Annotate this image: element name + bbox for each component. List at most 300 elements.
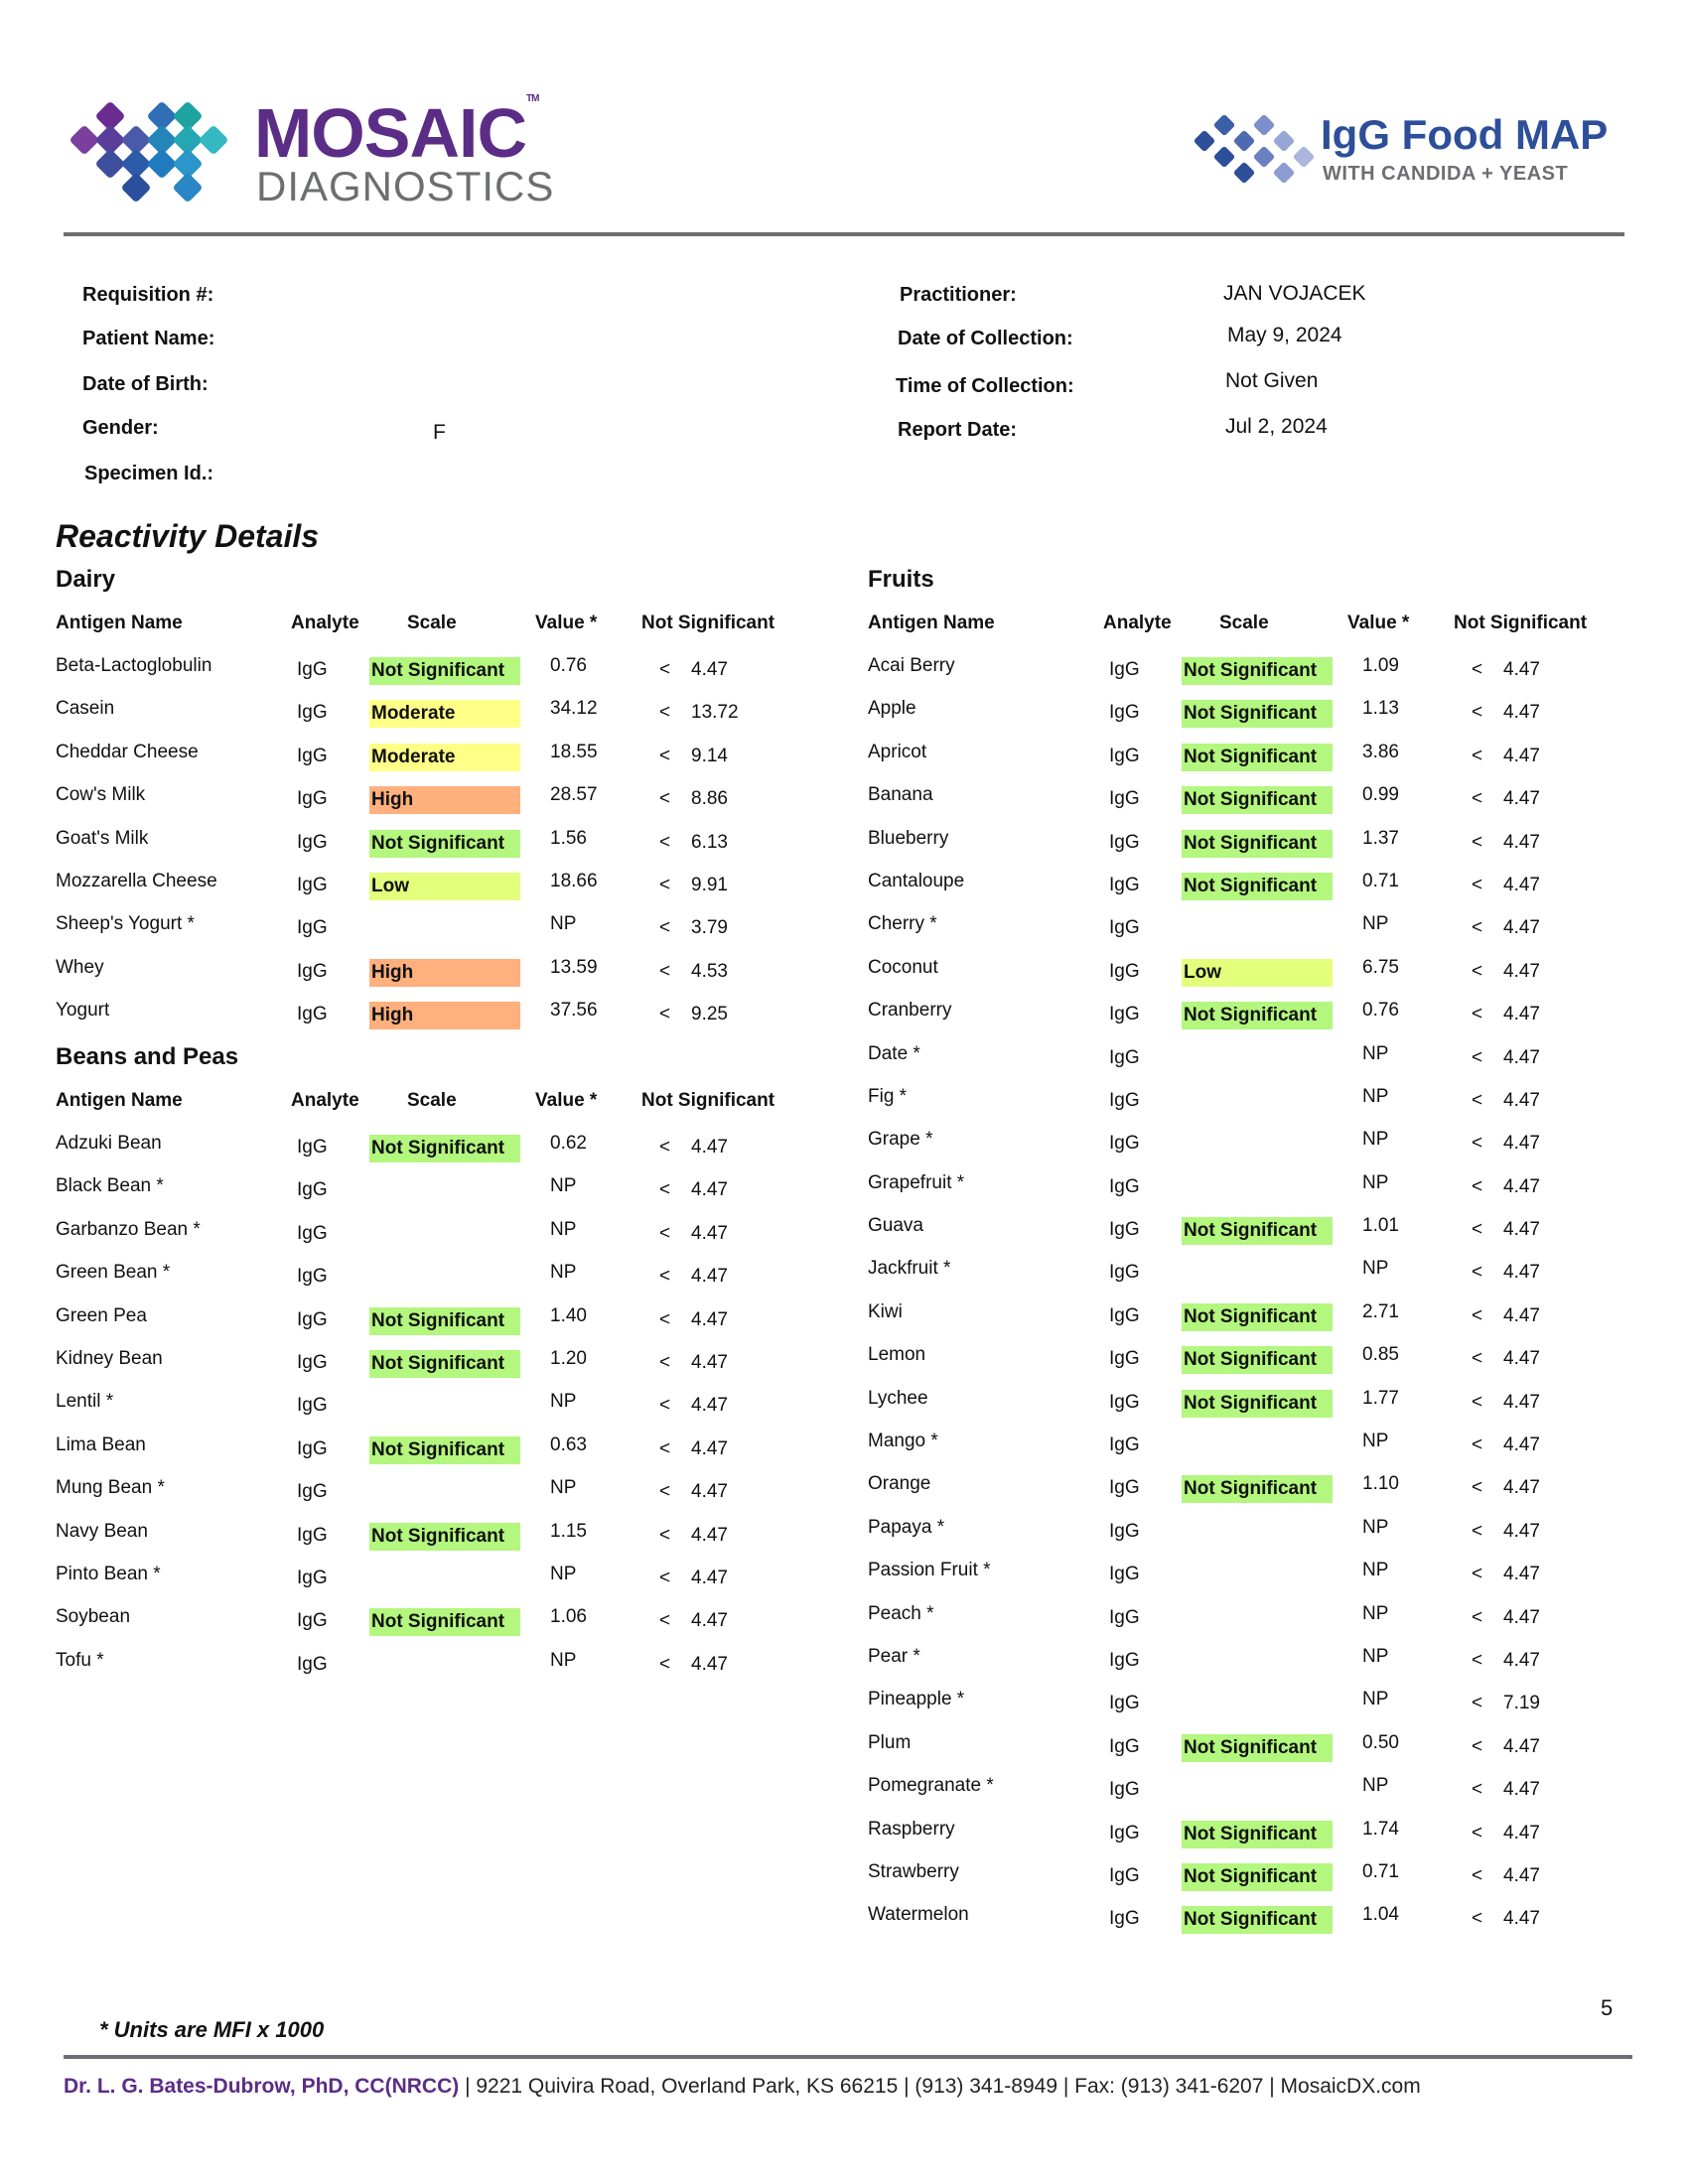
scale-badge: Not Significant bbox=[1182, 657, 1333, 685]
less-than-sign: < bbox=[659, 1179, 671, 1201]
antigen-name: Raspberry bbox=[868, 1818, 955, 1840]
table-row bbox=[868, 1172, 1642, 1215]
value: NP bbox=[550, 1262, 577, 1284]
not-significant-threshold: 4.47 bbox=[691, 1653, 728, 1675]
scale-badge: Not Significant bbox=[1182, 1002, 1333, 1029]
analyte: IgG bbox=[1109, 1434, 1140, 1456]
not-significant-threshold: 4.47 bbox=[1503, 702, 1540, 724]
antigen-name: Banana bbox=[868, 784, 933, 806]
not-significant-threshold: 4.47 bbox=[1503, 1864, 1540, 1886]
fruits-table bbox=[868, 613, 1642, 1948]
footer-doctor: Dr. L. G. Bates-Dubrow, PhD, CC(NRCC) bbox=[64, 2075, 460, 2098]
table-row bbox=[868, 1000, 1642, 1042]
scale-badge: Not Significant bbox=[1182, 1390, 1333, 1418]
antigen-name: Sheep's Yogurt * bbox=[56, 913, 195, 935]
not-significant-threshold: 4.47 bbox=[1503, 1520, 1540, 1542]
column-analyte: Analyte bbox=[1103, 613, 1172, 633]
value: 1.20 bbox=[550, 1347, 587, 1369]
table-row bbox=[56, 655, 830, 698]
column-not-significant: Not Significant bbox=[1454, 613, 1588, 633]
analyte: IgG bbox=[1109, 1391, 1140, 1413]
analyte: IgG bbox=[1109, 1908, 1140, 1930]
value: NP bbox=[550, 1649, 577, 1671]
table-row bbox=[868, 1689, 1642, 1731]
antigen-name: Mung Bean * bbox=[56, 1477, 165, 1499]
less-than-sign: < bbox=[1472, 1046, 1483, 1068]
value: 0.76 bbox=[1362, 1000, 1399, 1022]
less-than-sign: < bbox=[1472, 1564, 1483, 1585]
not-significant-threshold: 4.47 bbox=[1503, 960, 1540, 982]
not-significant-threshold: 4.47 bbox=[691, 1524, 728, 1546]
less-than-sign: < bbox=[659, 788, 671, 810]
analyte: IgG bbox=[1109, 659, 1140, 680]
analyte: IgG bbox=[297, 1653, 328, 1675]
antigen-name: Papaya * bbox=[868, 1516, 945, 1538]
value: NP bbox=[1362, 1645, 1389, 1667]
not-significant-threshold: 8.86 bbox=[691, 788, 728, 810]
less-than-sign: < bbox=[1472, 788, 1483, 810]
antigen-name: Cow's Milk bbox=[56, 784, 146, 806]
table-row bbox=[868, 957, 1642, 1000]
analyte: IgG bbox=[1109, 702, 1140, 724]
less-than-sign: < bbox=[659, 1137, 671, 1158]
value: 1.74 bbox=[1362, 1818, 1399, 1840]
table-row bbox=[56, 1262, 830, 1304]
collection-date-label: Date of Collection: bbox=[898, 328, 1073, 349]
patient-name-label: Patient Name: bbox=[82, 328, 215, 349]
value: NP bbox=[1362, 1560, 1389, 1581]
not-significant-threshold: 4.47 bbox=[1503, 1606, 1540, 1628]
antigen-name: Mango * bbox=[868, 1431, 938, 1452]
analyte: IgG bbox=[1109, 1175, 1140, 1197]
table-row bbox=[56, 784, 830, 827]
value: 1.04 bbox=[1362, 1904, 1399, 1926]
antigen-name: Lima Bean bbox=[56, 1433, 146, 1455]
scale-badge: Not Significant bbox=[1182, 700, 1333, 728]
scale-badge: Not Significant bbox=[1182, 1906, 1333, 1934]
analyte: IgG bbox=[297, 745, 328, 766]
analyte: IgG bbox=[1109, 1822, 1140, 1843]
less-than-sign: < bbox=[659, 917, 671, 939]
table-row bbox=[868, 1603, 1642, 1646]
not-significant-threshold: 4.47 bbox=[1503, 1004, 1540, 1025]
less-than-sign: < bbox=[659, 960, 671, 982]
antigen-name: Peach * bbox=[868, 1602, 934, 1624]
less-than-sign: < bbox=[1472, 1133, 1483, 1155]
not-significant-threshold: 4.47 bbox=[691, 1222, 728, 1244]
less-than-sign: < bbox=[659, 1004, 671, 1025]
gender-value: F bbox=[433, 421, 446, 444]
value: NP bbox=[1362, 1042, 1389, 1064]
analyte: IgG bbox=[1109, 1004, 1140, 1025]
not-significant-threshold: 4.47 bbox=[1503, 788, 1540, 810]
table-row bbox=[868, 1388, 1642, 1431]
analyte: IgG bbox=[297, 1437, 328, 1459]
table-row bbox=[56, 1434, 830, 1477]
table-row bbox=[868, 1086, 1642, 1129]
less-than-sign: < bbox=[1472, 1735, 1483, 1757]
collection-time-label: Time of Collection: bbox=[896, 375, 1074, 397]
antigen-name: Green Pea bbox=[56, 1304, 147, 1326]
value: 1.13 bbox=[1362, 698, 1399, 720]
scale-badge: Not Significant bbox=[1182, 1346, 1333, 1374]
table-row bbox=[56, 742, 830, 784]
value: NP bbox=[550, 1477, 577, 1499]
column-antigen-name: Antigen Name bbox=[56, 613, 183, 633]
less-than-sign: < bbox=[1472, 917, 1483, 939]
value: NP bbox=[550, 1218, 577, 1240]
table-row bbox=[868, 828, 1642, 871]
scale-badge: Not Significant bbox=[1182, 1863, 1333, 1891]
antigen-name: Cherry * bbox=[868, 913, 937, 935]
antigen-name: Orange bbox=[868, 1473, 931, 1495]
value: 28.57 bbox=[550, 784, 598, 806]
table-row bbox=[56, 828, 830, 871]
column-scale: Scale bbox=[1219, 613, 1269, 633]
table-row bbox=[868, 1473, 1642, 1516]
value: 34.12 bbox=[550, 698, 598, 720]
less-than-sign: < bbox=[659, 831, 671, 853]
analyte: IgG bbox=[297, 917, 328, 939]
less-than-sign: < bbox=[1472, 1908, 1483, 1930]
value: NP bbox=[550, 913, 577, 935]
value: NP bbox=[1362, 913, 1389, 935]
analyte: IgG bbox=[1109, 1133, 1140, 1155]
antigen-name: Pear * bbox=[868, 1645, 920, 1667]
beans-title: Beans and Peas bbox=[56, 1043, 239, 1070]
practitioner-label: Practitioner: bbox=[900, 284, 1017, 306]
table-row bbox=[56, 698, 830, 741]
not-significant-threshold: 4.47 bbox=[691, 1395, 728, 1417]
scale-badge: High bbox=[369, 1002, 520, 1029]
value: 1.15 bbox=[550, 1520, 587, 1542]
value: NP bbox=[1362, 1431, 1389, 1452]
table-row bbox=[868, 1258, 1642, 1300]
value: 1.77 bbox=[1362, 1387, 1399, 1409]
antigen-name: Black Bean * bbox=[56, 1175, 164, 1197]
not-significant-threshold: 4.47 bbox=[1503, 917, 1540, 939]
antigen-name: Grape * bbox=[868, 1129, 933, 1151]
not-significant-threshold: 4.47 bbox=[1503, 1908, 1540, 1930]
not-significant-threshold: 13.72 bbox=[691, 702, 739, 724]
antigen-name: Tofu * bbox=[56, 1649, 104, 1671]
analyte: IgG bbox=[297, 1567, 328, 1588]
page-number: 5 bbox=[1601, 1995, 1614, 2020]
analyte: IgG bbox=[297, 1481, 328, 1503]
report-date-value: Jul 2, 2024 bbox=[1225, 415, 1328, 438]
antigen-name: Adzuki Bean bbox=[56, 1133, 162, 1154]
table-row bbox=[56, 1391, 830, 1433]
table-row bbox=[868, 1129, 1642, 1171]
value: 18.66 bbox=[550, 870, 598, 891]
antigen-name: Apple bbox=[868, 698, 916, 720]
antigen-name: Yogurt bbox=[56, 1000, 110, 1022]
reactivity-title: Reactivity Details bbox=[56, 518, 320, 554]
column-value: Value * bbox=[535, 613, 598, 633]
antigen-name: Fig * bbox=[868, 1085, 908, 1107]
not-significant-threshold: 4.47 bbox=[1503, 831, 1540, 853]
scale-badge: Moderate bbox=[369, 744, 520, 771]
not-significant-threshold: 4.47 bbox=[691, 1266, 728, 1288]
scale-badge: Not Significant bbox=[1182, 744, 1333, 771]
less-than-sign: < bbox=[659, 1395, 671, 1417]
scale-badge: Low bbox=[1182, 959, 1333, 987]
less-than-sign: < bbox=[1472, 702, 1483, 724]
analyte: IgG bbox=[1109, 1046, 1140, 1068]
less-than-sign: < bbox=[659, 1481, 671, 1503]
analyte: IgG bbox=[1109, 1864, 1140, 1886]
analyte: IgG bbox=[1109, 1564, 1140, 1585]
table-header bbox=[56, 613, 830, 655]
analyte: IgG bbox=[1109, 788, 1140, 810]
value: NP bbox=[1362, 1171, 1389, 1193]
column-antigen-name: Antigen Name bbox=[868, 613, 995, 633]
product-subtitle: WITH CANDIDA + YEAST bbox=[1323, 163, 1569, 185]
scale-badge: Not Significant bbox=[1182, 1821, 1333, 1848]
not-significant-threshold: 4.47 bbox=[1503, 1348, 1540, 1370]
not-significant-threshold: 4.47 bbox=[1503, 1649, 1540, 1671]
value: NP bbox=[550, 1391, 577, 1413]
value: 6.75 bbox=[1362, 956, 1399, 978]
less-than-sign: < bbox=[1472, 1864, 1483, 1886]
table-row bbox=[56, 1219, 830, 1262]
table-row bbox=[868, 1560, 1642, 1602]
value: 0.99 bbox=[1362, 784, 1399, 806]
practitioner-value: JAN VOJACEK bbox=[1223, 282, 1366, 305]
table-row bbox=[56, 1564, 830, 1606]
table-row bbox=[868, 1301, 1642, 1344]
less-than-sign: < bbox=[1472, 659, 1483, 680]
value: 13.59 bbox=[550, 956, 598, 978]
not-significant-threshold: 4.47 bbox=[1503, 1477, 1540, 1499]
analyte: IgG bbox=[297, 1524, 328, 1546]
less-than-sign: < bbox=[1472, 1219, 1483, 1241]
table-row bbox=[868, 1431, 1642, 1473]
analyte: IgG bbox=[297, 1266, 328, 1288]
analyte: IgG bbox=[1109, 874, 1140, 895]
less-than-sign: < bbox=[659, 1524, 671, 1546]
not-significant-threshold: 4.53 bbox=[691, 960, 728, 982]
scale-badge: Not Significant bbox=[369, 1307, 520, 1335]
value: NP bbox=[1362, 1602, 1389, 1624]
antigen-name: Guava bbox=[868, 1215, 923, 1237]
not-significant-threshold: 4.47 bbox=[691, 1351, 728, 1373]
header-divider bbox=[64, 232, 1624, 236]
not-significant-threshold: 4.47 bbox=[1503, 745, 1540, 766]
not-significant-threshold: 7.19 bbox=[1503, 1693, 1540, 1714]
not-significant-threshold: 9.14 bbox=[691, 745, 728, 766]
analyte: IgG bbox=[297, 659, 328, 680]
table-row bbox=[56, 1521, 830, 1564]
value: 18.55 bbox=[550, 741, 598, 762]
scale-badge: Not Significant bbox=[1182, 1475, 1333, 1503]
table-row bbox=[56, 1477, 830, 1520]
analyte: IgG bbox=[1109, 917, 1140, 939]
antigen-name: Pinto Bean * bbox=[56, 1563, 161, 1584]
scale-badge: Not Significant bbox=[1182, 873, 1333, 900]
antigen-name: Date * bbox=[868, 1042, 920, 1064]
value: 0.85 bbox=[1362, 1344, 1399, 1366]
table-row bbox=[868, 871, 1642, 913]
antigen-name: Strawberry bbox=[868, 1860, 959, 1882]
not-significant-threshold: 4.47 bbox=[691, 1179, 728, 1201]
collection-date-value: May 9, 2024 bbox=[1227, 324, 1342, 346]
less-than-sign: < bbox=[659, 1437, 671, 1459]
not-significant-threshold: 4.47 bbox=[1503, 1262, 1540, 1284]
analyte: IgG bbox=[297, 1395, 328, 1417]
not-significant-threshold: 4.47 bbox=[1503, 1564, 1540, 1585]
value: 0.50 bbox=[1362, 1731, 1399, 1753]
analyte: IgG bbox=[1109, 1348, 1140, 1370]
value: NP bbox=[1362, 1775, 1389, 1797]
analyte: IgG bbox=[1109, 1089, 1140, 1111]
not-significant-threshold: 4.47 bbox=[691, 1481, 728, 1503]
analyte: IgG bbox=[1109, 1779, 1140, 1801]
fruits-title: Fruits bbox=[868, 566, 934, 593]
not-significant-threshold: 4.47 bbox=[1503, 1735, 1540, 1757]
analyte: IgG bbox=[1109, 1304, 1140, 1326]
antigen-name: Cantaloupe bbox=[868, 870, 965, 891]
specimen-label: Specimen Id.: bbox=[84, 463, 214, 484]
product-title: IgG Food MAP bbox=[1321, 111, 1609, 158]
value: NP bbox=[550, 1175, 577, 1197]
analyte: IgG bbox=[297, 788, 328, 810]
table-row bbox=[56, 913, 830, 956]
footer-address: | 9221 Quivira Road, Overland Park, KS 66215 | (913) 341-8949 | Fax: (913) 341-6207 | MosaicDX.com bbox=[459, 2075, 1421, 2098]
less-than-sign: < bbox=[659, 1222, 671, 1244]
dairy-table bbox=[56, 613, 830, 1043]
column-not-significant: Not Significant bbox=[641, 613, 775, 633]
not-significant-threshold: 4.47 bbox=[691, 1437, 728, 1459]
less-than-sign: < bbox=[1472, 1822, 1483, 1843]
antigen-name: Watermelon bbox=[868, 1904, 969, 1926]
table-row bbox=[56, 871, 830, 913]
less-than-sign: < bbox=[659, 874, 671, 895]
analyte: IgG bbox=[1109, 960, 1140, 982]
value: 1.01 bbox=[1362, 1215, 1399, 1237]
scale-badge: Not Significant bbox=[1182, 830, 1333, 858]
antigen-name: Grapefruit * bbox=[868, 1171, 965, 1193]
mosaic-diamond-icon bbox=[64, 99, 242, 208]
value: 0.62 bbox=[550, 1133, 587, 1154]
value: 1.10 bbox=[1362, 1473, 1399, 1495]
antigen-name: Cranberry bbox=[868, 1000, 952, 1022]
collection-time-value: Not Given bbox=[1225, 369, 1319, 392]
analyte: IgG bbox=[297, 874, 328, 895]
column-analyte: Analyte bbox=[291, 613, 359, 633]
analyte: IgG bbox=[1109, 1520, 1140, 1542]
analyte: IgG bbox=[1109, 745, 1140, 766]
table-row bbox=[868, 655, 1642, 698]
column-scale: Scale bbox=[407, 613, 457, 633]
scale-badge: Not Significant bbox=[1182, 1734, 1333, 1762]
table-row bbox=[868, 1775, 1642, 1818]
table-row bbox=[56, 1133, 830, 1175]
table-row bbox=[868, 1819, 1642, 1861]
analyte: IgG bbox=[297, 1610, 328, 1632]
antigen-name: Casein bbox=[56, 698, 115, 720]
value: 1.56 bbox=[550, 827, 587, 849]
antigen-name: Lychee bbox=[868, 1387, 928, 1409]
value: NP bbox=[1362, 1258, 1389, 1280]
footer-contact bbox=[64, 2075, 1421, 2099]
scale-badge: High bbox=[369, 786, 520, 814]
value: 1.06 bbox=[550, 1606, 587, 1628]
value: NP bbox=[550, 1563, 577, 1584]
analyte: IgG bbox=[1109, 1606, 1140, 1628]
value: 1.09 bbox=[1362, 655, 1399, 676]
scale-badge: Moderate bbox=[369, 700, 520, 728]
analyte: IgG bbox=[297, 960, 328, 982]
less-than-sign: < bbox=[1472, 831, 1483, 853]
scale-badge: Not Significant bbox=[369, 657, 520, 685]
less-than-sign: < bbox=[659, 1610, 671, 1632]
not-significant-threshold: 4.47 bbox=[1503, 1822, 1540, 1843]
less-than-sign: < bbox=[1472, 1649, 1483, 1671]
less-than-sign: < bbox=[1472, 1606, 1483, 1628]
brand-name-line2: DIAGNOSTICS bbox=[256, 163, 555, 209]
value: 3.86 bbox=[1362, 741, 1399, 762]
gender-label: Gender: bbox=[82, 417, 159, 439]
not-significant-threshold: 4.47 bbox=[1503, 874, 1540, 895]
less-than-sign: < bbox=[1472, 1477, 1483, 1499]
analyte: IgG bbox=[1109, 1477, 1140, 1499]
table-row bbox=[56, 1000, 830, 1042]
scale-badge: Not Significant bbox=[369, 1350, 520, 1378]
column-antigen-name: Antigen Name bbox=[56, 1090, 183, 1111]
beans-table bbox=[56, 1090, 830, 1693]
less-than-sign: < bbox=[1472, 1004, 1483, 1025]
report-date-label: Report Date: bbox=[898, 419, 1018, 441]
value: 0.63 bbox=[550, 1433, 587, 1455]
antigen-name: Garbanzo Bean * bbox=[56, 1218, 201, 1240]
antigen-name: Apricot bbox=[868, 741, 927, 762]
table-row bbox=[56, 1606, 830, 1649]
antigen-name: Acai Berry bbox=[868, 655, 955, 676]
value: NP bbox=[1362, 1689, 1389, 1710]
less-than-sign: < bbox=[659, 1653, 671, 1675]
not-significant-threshold: 4.47 bbox=[691, 1567, 728, 1588]
antigen-name: Blueberry bbox=[868, 827, 949, 849]
less-than-sign: < bbox=[659, 745, 671, 766]
not-significant-threshold: 4.47 bbox=[1503, 659, 1540, 680]
table-header bbox=[868, 613, 1642, 655]
analyte: IgG bbox=[1109, 1262, 1140, 1284]
product-logo bbox=[1187, 111, 1623, 191]
less-than-sign: < bbox=[659, 659, 671, 680]
not-significant-threshold: 4.47 bbox=[1503, 1089, 1540, 1111]
antigen-name: Green Bean * bbox=[56, 1262, 171, 1284]
column-scale: Scale bbox=[407, 1090, 457, 1111]
table-row bbox=[56, 1348, 830, 1391]
less-than-sign: < bbox=[659, 1351, 671, 1373]
value: 1.37 bbox=[1362, 827, 1399, 849]
analyte: IgG bbox=[1109, 1693, 1140, 1714]
table-row bbox=[868, 1215, 1642, 1258]
table-row bbox=[56, 1305, 830, 1348]
less-than-sign: < bbox=[1472, 745, 1483, 766]
analyte: IgG bbox=[297, 1137, 328, 1158]
table-row bbox=[868, 1861, 1642, 1904]
not-significant-threshold: 4.47 bbox=[691, 659, 728, 680]
less-than-sign: < bbox=[1472, 1348, 1483, 1370]
analyte: IgG bbox=[1109, 1219, 1140, 1241]
dairy-title: Dairy bbox=[56, 566, 116, 593]
not-significant-threshold: 6.13 bbox=[691, 831, 728, 853]
not-significant-threshold: 4.47 bbox=[1503, 1133, 1540, 1155]
value: 2.71 bbox=[1362, 1300, 1399, 1322]
scale-badge: Not Significant bbox=[1182, 786, 1333, 814]
